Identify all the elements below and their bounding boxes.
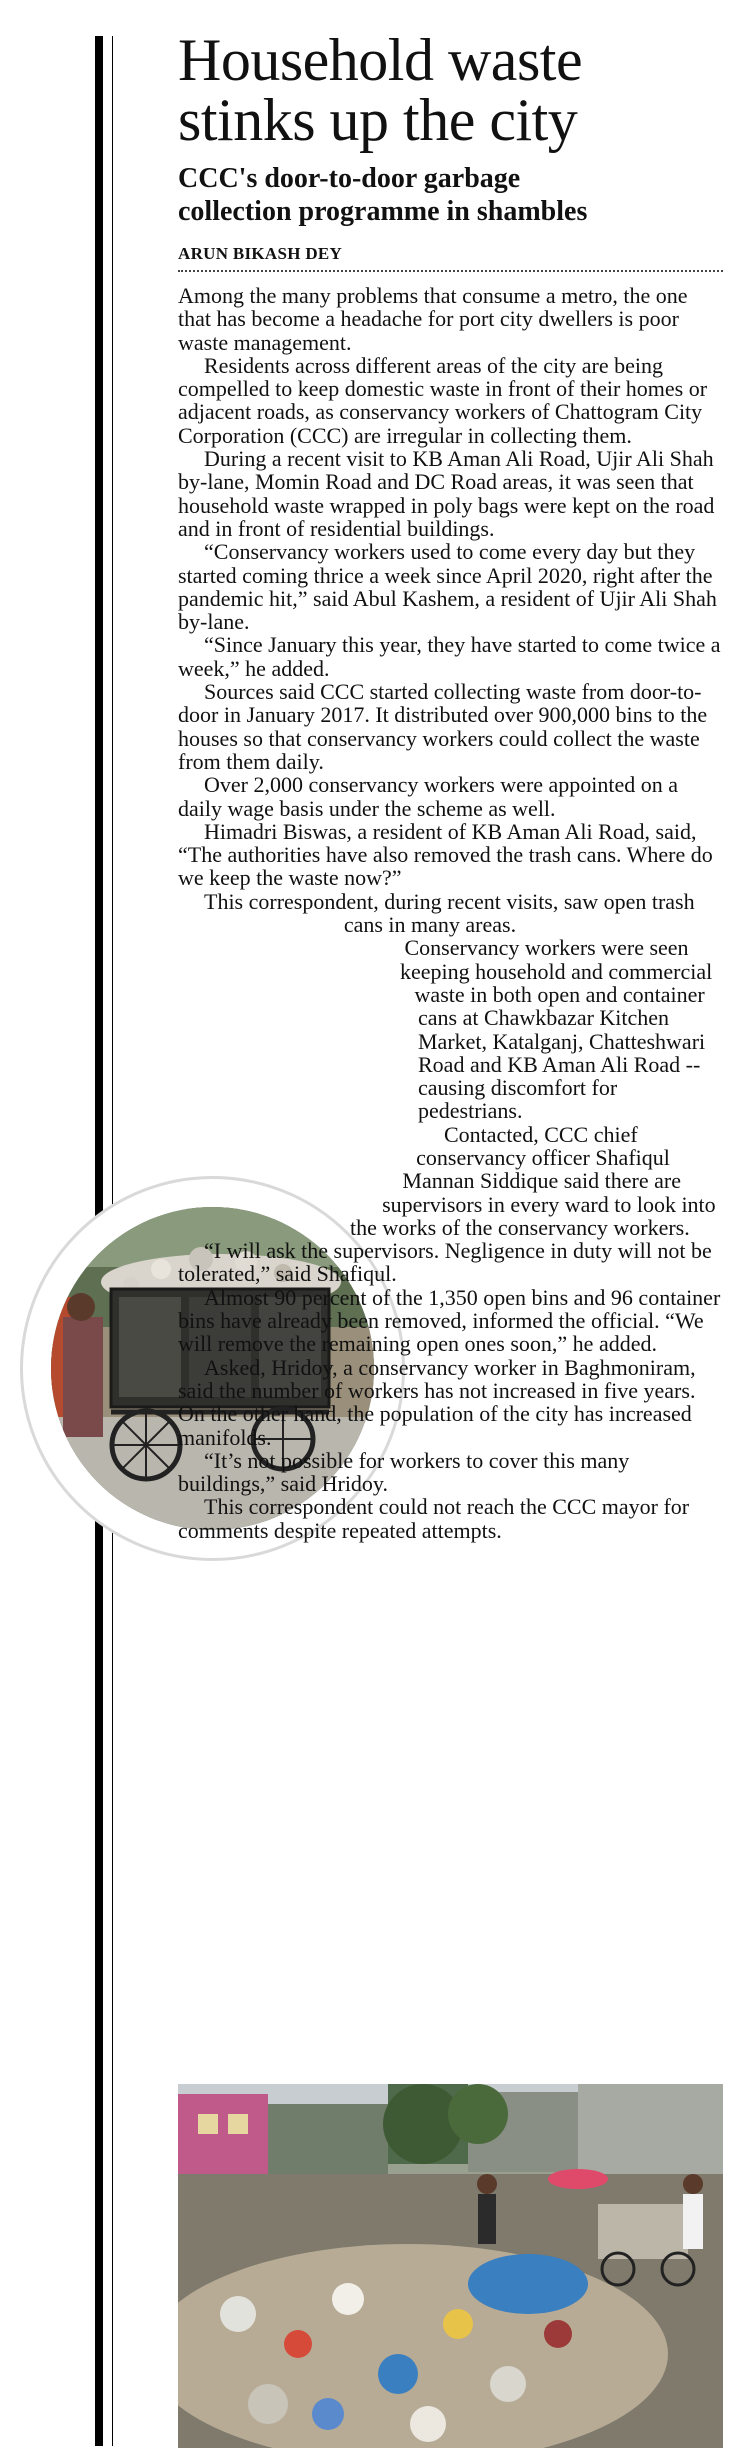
headline-line-1: Household waste (178, 27, 583, 93)
paragraph: Sources said CCC started collecting waste from door-to-door in January 2017. It distributed over 900,000 bins to the houses so that conservancy workers could collect the waste from them daily. (178, 679, 708, 774)
headline (178, 27, 723, 153)
paragraph: Contacted, CCC chief conservancy officer Shafiqul Mannan Siddique said there are supervisors in every ward to look into the works of the conservancy workers. (350, 1121, 716, 1240)
paragraph: Almost 90 percent of the 1,350 open bins and 96 container bins have already been removed, informed the official. “We will remove the remaining open ones soon,” he added. (178, 1284, 721, 1357)
article-body (178, 284, 723, 1542)
paragraph: “It’s not possible for workers to cover this many buildings,” said Hridoy. (178, 1447, 630, 1497)
street-waste-illustration (178, 2084, 723, 2448)
paragraph: Over 2,000 conservancy workers were appointed on a daily wage basis under the scheme as well. (178, 772, 679, 821)
paragraph: Himadri Biswas, a resident of KB Aman Ali Road, said, “The authorities have also removed the trash cans. Where do we keep the waste now?” (178, 818, 713, 891)
paragraph: Conservancy workers were seen keeping household and commercial waste in both open and container cans at Chawkbazar Kitchen Market, Katalganj, Chatteshwari Road and KB Aman Ali Road -- causing discomfort for pedestrians. (400, 935, 713, 1124)
paragraph: During a recent visit to KB Aman Ali Road, Ujir Ali Shah by-lane, Momin Road and DC Road areas, it was seen that household waste wrapped in poly bags were kept on the road and in front of residential buildings. (178, 446, 715, 541)
subheadline-line-1: CCC's door-to-door garbage (178, 163, 521, 194)
headline-line-2: stinks up the city (178, 87, 578, 153)
byline-divider (178, 270, 723, 272)
paragraph: “I will ask the supervisors. Negligence in duty will not be tolerated,” said Shafiqul. (178, 1238, 712, 1287)
subheadline-line-2: collection programme in shambles (178, 196, 588, 227)
article (178, 27, 723, 1543)
paragraph: “Conservancy workers used to come every day but they started coming thrice a week since April 2020, right after the pandemic hit,” said Abul Kashem, a resident of Ujir Ali Shah by-lane. (178, 539, 717, 635)
paragraph: Residents across different areas of the city are being compelled to keep domestic waste in front of their homes or adjacent roads, as conservancy workers of Chattogram City Corporation (CCC) are irregular in collecting them. (178, 352, 708, 448)
paragraph: This correspondent could not reach the CCC mayor for comments despite repeated attempts. (178, 1494, 690, 1543)
photo-street-waste (178, 2084, 723, 2448)
photo-wrap-space (18, 896, 418, 1266)
paragraph: “Since January this year, they have started to come twice a week,” he added. (178, 632, 721, 681)
paragraph: This correspondent, during recent visits, saw open trash cans in many areas. (204, 888, 695, 938)
paragraph: Among the many problems that consume a metro, the one that has become a headache for port city dwellers is poor waste management. (178, 283, 688, 355)
paragraph: Asked, Hridoy, a conservancy worker in Baghmoniram, said the number of workers has not increased in five years. On the other hand, the population of the city has increased manifolds. (178, 1354, 696, 1450)
byline: ARUN BIKASH DEY (178, 244, 343, 263)
subheadline (178, 162, 723, 228)
